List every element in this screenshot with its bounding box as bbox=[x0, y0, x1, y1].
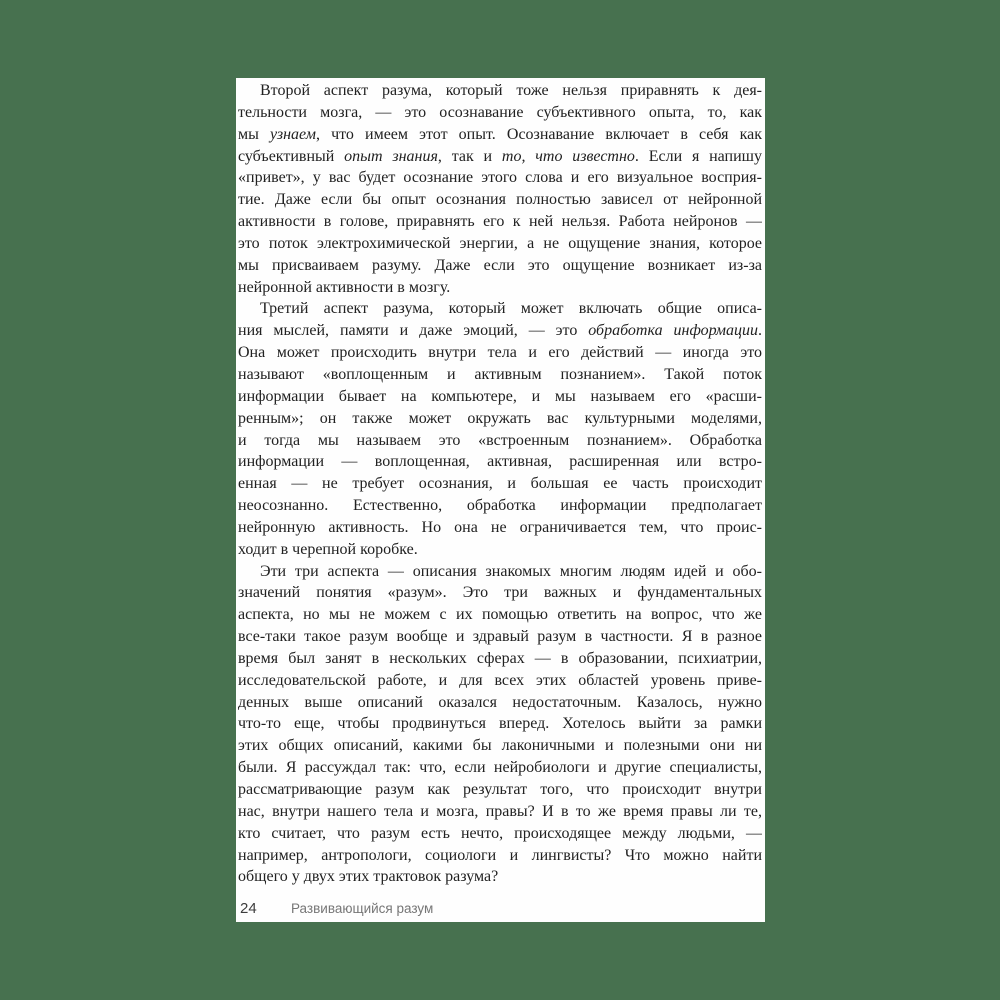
text-line: активности в голове, приравнять его к ней нельзя. Работа нейронов — bbox=[238, 213, 762, 231]
text-line: нас, внутри нашего тела и мозга, правы? И в то же время правы ли те, bbox=[238, 802, 762, 820]
text-line: время был занят в нескольких сферах — в образовании, психиатрии, bbox=[238, 649, 762, 667]
text-line: нейронной активности в мозгу. bbox=[238, 278, 451, 296]
text-line: Второй аспект разума, который тоже нельзя приравнять к дея- bbox=[260, 82, 762, 99]
text-line: ходит в черепной коробке. bbox=[238, 540, 418, 558]
text-line: общего у двух этих трактовок разума? bbox=[238, 868, 499, 886]
text-line: информации бывает на компьютере, и мы называем его «расши- bbox=[238, 387, 762, 405]
running-title: Развивающийся разум bbox=[291, 901, 434, 916]
text-line: ния мыслей, памяти и даже эмоций, — это обработка информации. bbox=[238, 322, 762, 340]
text-line: тие. Даже если бы опыт осознания полностью зависел от нейронной bbox=[238, 191, 762, 209]
text-line: денных выше описаний оказался недостаточным. Казалось, нужно bbox=[238, 693, 762, 711]
text-line: исследовательской работе, и для всех этих областей уровень приве- bbox=[238, 671, 762, 689]
text-line: и тогда мы называем это «встроенным познанием». Обработка bbox=[238, 431, 762, 449]
page-footer bbox=[240, 900, 762, 917]
text-line: тельности мозга, — это осознавание субъективного опыта, то, как bbox=[238, 103, 762, 121]
text-line: «привет», у вас будет осознание этого слова и его визуальное восприя- bbox=[238, 169, 762, 187]
text-line: рассматривающие разум как результат того, что происходит внутри bbox=[238, 781, 762, 798]
text-line: что-то еще, чтобы продвинуться вперед. Хотелось выйти за рамки bbox=[238, 715, 762, 733]
text-line: аспекта, но мы не можем с их помощью ответить на вопрос, что же bbox=[238, 606, 762, 624]
text-line: енная — не требует осознания, и большая ее часть происходит bbox=[238, 475, 762, 493]
page-number: 24 bbox=[240, 900, 257, 917]
text-line: мы узнаем, что имеем этот опыт. Осознавание включает в себя как bbox=[238, 125, 762, 143]
text-line: субъективный опыт знания, так и то, что известно. Если я напишу bbox=[238, 147, 762, 165]
text-line: были. Я рассуждал так: что, если нейробиологи и другие специалисты, bbox=[238, 759, 762, 777]
book-page bbox=[236, 78, 765, 922]
text-line: ренным»; он также может окружать вас культурными моделями, bbox=[238, 409, 762, 427]
text-line: Она может происходить внутри тела и его действий — иногда это bbox=[238, 344, 762, 362]
text-line: этих общих описаний, какими бы лаконичными и полезными они ни bbox=[238, 737, 762, 755]
text-line: Эти три аспекта — описания знакомых многим людям идей и обо- bbox=[260, 562, 762, 580]
text-line: Третий аспект разума, который может включать общие описа- bbox=[260, 300, 762, 318]
text-line: называют «воплощенным и активным познанием». Такой поток bbox=[238, 365, 762, 383]
text-line: нейронную активность. Но она не ограничивается тем, что проис- bbox=[238, 518, 762, 536]
text-line: информации — воплощенная, активная, расширенная или встро- bbox=[238, 453, 762, 471]
text-line: например, антропологи, социологи и лингвисты? Что можно найти bbox=[238, 846, 762, 864]
text-line: кто считает, что разум есть нечто, происходящее между людьми, — bbox=[238, 824, 762, 842]
text-line: это поток электрохимической энергии, а не ощущение знания, которое bbox=[238, 234, 762, 252]
text-line: неосознанно. Естественно, обработка информации предполагает bbox=[238, 497, 762, 515]
text-line: значений понятия «разум». Это три важных и фундаментальных bbox=[238, 584, 762, 602]
text-line: мы присваиваем разуму. Даже если это ощущение возникает из-за bbox=[238, 256, 762, 274]
page-text bbox=[238, 80, 762, 888]
text-line: все-таки такое разум вообще и здравый разум в частности. Я в разное bbox=[238, 628, 762, 646]
